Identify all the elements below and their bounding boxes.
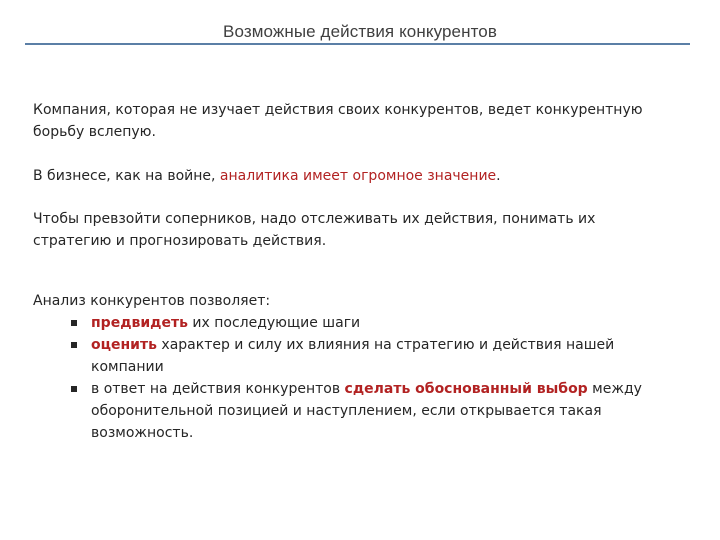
analysis-intro: Анализ конкурентов позволяет: <box>33 293 271 309</box>
bullet-highlight: сделать обоснованный выбор <box>344 381 588 397</box>
slide-title: Возможные действия конкурентов <box>223 22 497 41</box>
analysis-bullet-list <box>33 312 673 444</box>
paragraph-analytics-highlight: аналитика имеет огромное значение <box>219 168 497 184</box>
slide-content <box>33 99 673 444</box>
paragraph-blind-competition: Компания, которая не изучает действия своих конкурентов, ведет конкурентную борьбу вслепую. <box>33 102 643 140</box>
bullet-item-evaluate <box>71 334 673 378</box>
bullet-square-icon <box>71 320 77 326</box>
paragraph-analytics <box>33 165 673 187</box>
bullet-highlight: оценить <box>91 337 157 353</box>
bullet-item-choose <box>71 378 673 444</box>
bullet-square-icon <box>71 342 77 348</box>
bullet-text-before: в ответ на действия конкурентов <box>91 381 345 397</box>
bullet-text-after: их последующие шаги <box>187 315 361 331</box>
bullet-item-foresee <box>71 312 673 334</box>
title-underline <box>25 43 690 45</box>
paragraph-analytics-before: В бизнесе, как на войне, <box>33 168 220 184</box>
bullet-square-icon <box>71 386 77 392</box>
paragraph-analytics-after: . <box>496 168 501 184</box>
bullet-highlight: предвидеть <box>91 315 188 331</box>
bullet-text-after: между оборонительной позицией и наступлением, если открывается такая возможность. <box>91 381 642 441</box>
paragraph-track-competitors: Чтобы превзойти соперников, надо отслеживать их действия, понимать их стратегию и прогнозировать действия. <box>33 211 596 249</box>
bullet-text-after: характер и силу их влияния на стратегию и действия нашей компании <box>91 337 615 375</box>
